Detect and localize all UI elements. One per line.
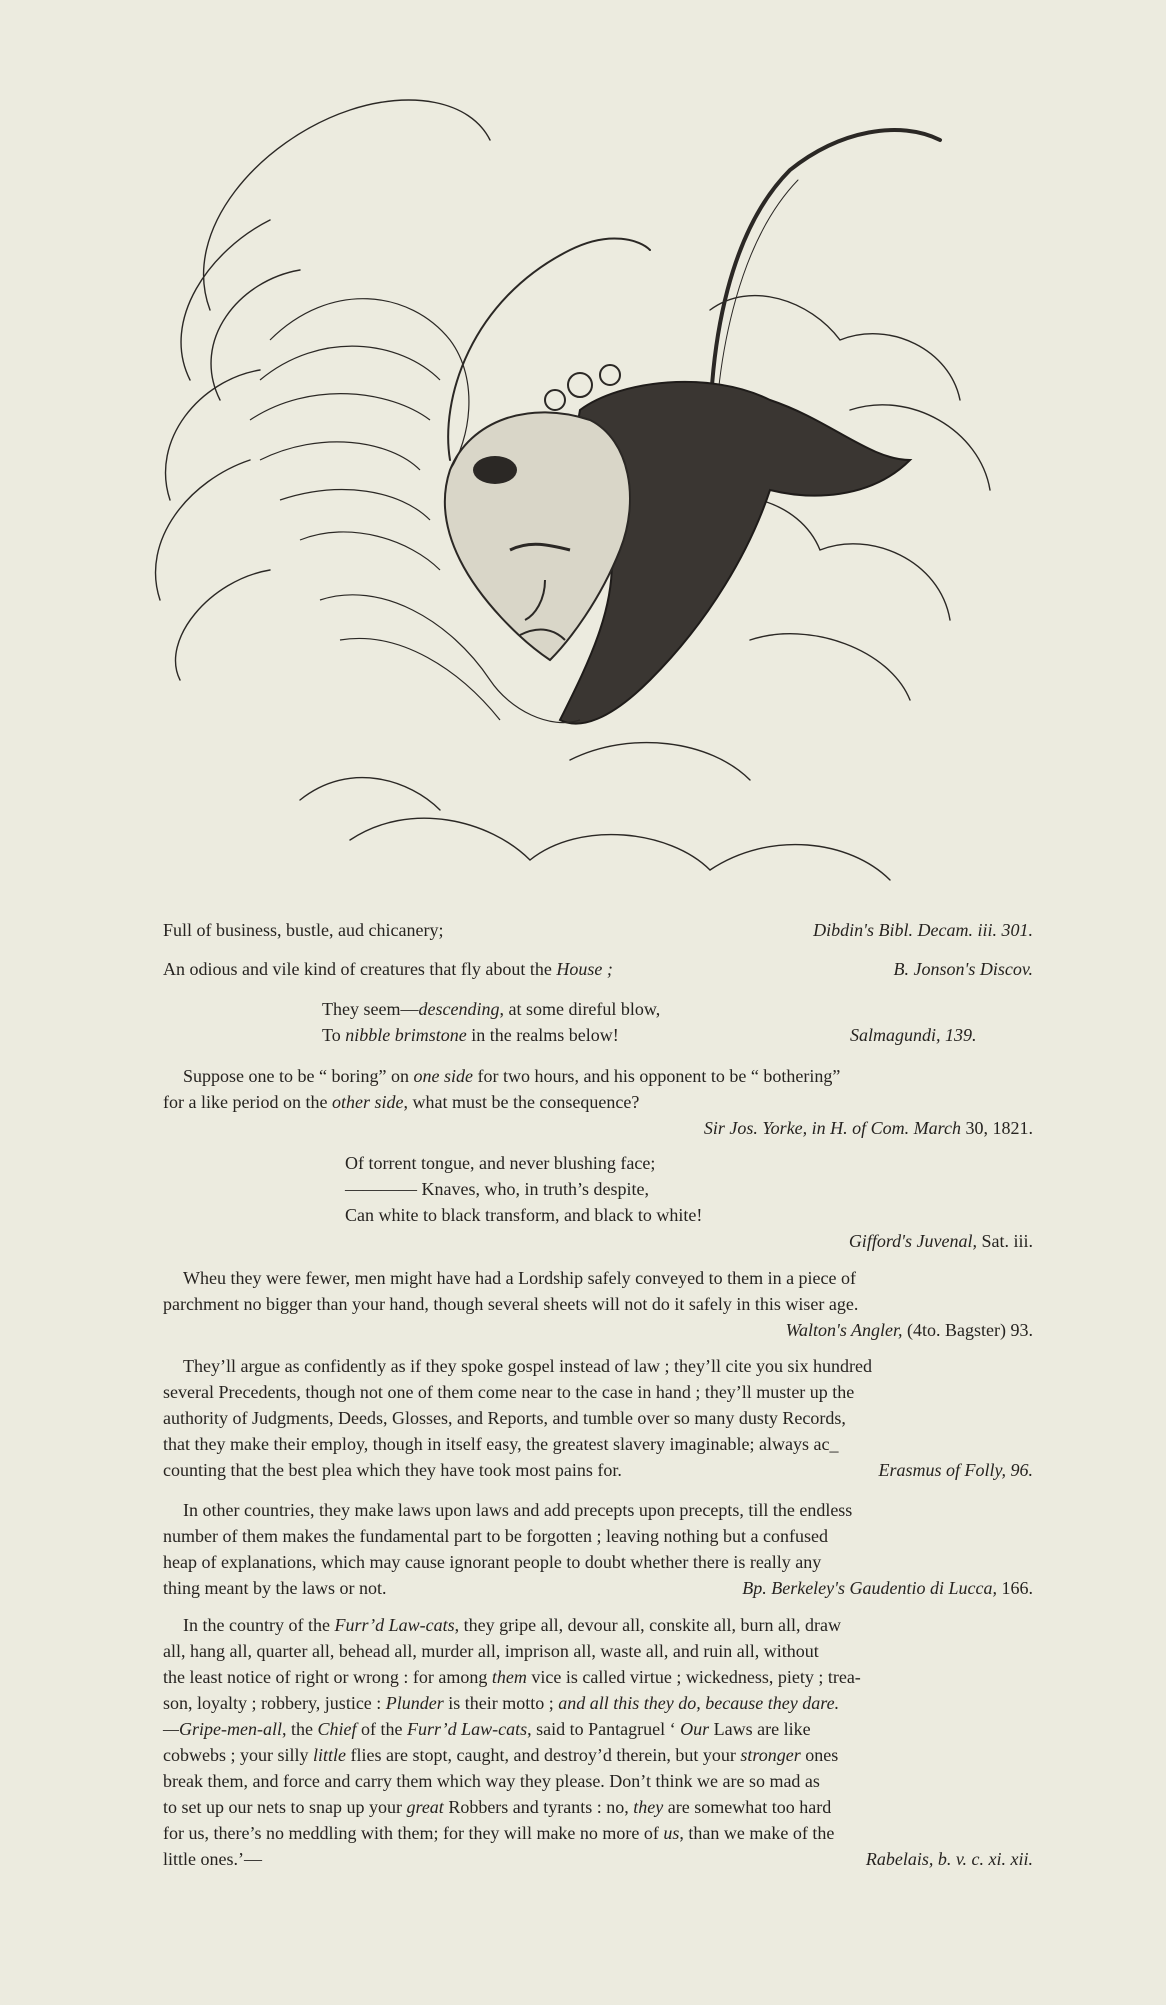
quote-line: for us, there’s no meddling with them; for they will make no more of us, than we make of the bbox=[163, 1823, 835, 1843]
quote-salmagundi-line1: They seem—descending, at some direful blow, bbox=[322, 999, 661, 1019]
quote-line: number of them makes the fundamental part to be forgotten ; leaving nothing but a confused bbox=[163, 1526, 828, 1546]
quote-source: Dibdin's Bibl. Decam. iii. 301. bbox=[813, 920, 1033, 940]
quote-line: son, loyalty ; robbery, justice : Plunder is their motto ; and all this they do, because they dare. bbox=[163, 1693, 840, 1713]
quote-line: all, hang all, quarter all, behead all, murder all, imprison all, waste all, and ruin all, without bbox=[163, 1641, 819, 1661]
quote-line: to set up our nets to snap up your great Robbers and tyrants : no, they are somewhat too hard bbox=[163, 1797, 832, 1817]
quote-line: thing meant by the laws or not. Bp. Berkeley's Gaudentio di Lucca, 166. bbox=[163, 1575, 1033, 1601]
quote-walton bbox=[163, 1265, 1033, 1343]
quote-source: B. Jonson's Discov. bbox=[893, 959, 1033, 979]
quote-berkeley bbox=[163, 1497, 1033, 1601]
quote-line: parchment no bigger than your hand, though several sheets will not do it safely in this wiser age. bbox=[163, 1294, 859, 1314]
quote-source: Walton's Angler, (4to. Bagster) 93. bbox=[785, 1320, 1033, 1340]
quote-line: authority of Judgments, Deeds, Glosses, and Reports, and tumble over so many dusty Records, bbox=[163, 1408, 846, 1428]
quote-jonson bbox=[163, 956, 1033, 982]
quote-line: In other countries, they make laws upon laws and add precepts upon precepts, till the endless bbox=[183, 1500, 853, 1520]
quote-line: Wheu they were fewer, men might have had a Lordship safely conveyed to them in a piece of bbox=[183, 1268, 857, 1288]
quote-source: Erasmus of Folly, 96. bbox=[878, 1460, 1033, 1480]
quote-line: little ones.’— Rabelais, b. v. c. xi. xii. bbox=[163, 1846, 1033, 1872]
quote-dibdin bbox=[163, 917, 1033, 943]
quote-source: Rabelais, b. v. c. xi. xii. bbox=[865, 1849, 1033, 1869]
quote-line: They’ll argue as confidently as if they spoke gospel instead of law ; they’ll cite you six hundred bbox=[183, 1356, 872, 1376]
quote-juvenal-line1: Of torrent tongue, and never blushing face; bbox=[345, 1153, 656, 1173]
quote-juvenal-line3: Can white to black transform, and black to white! bbox=[345, 1205, 703, 1225]
quote-line: for a like period on the other side, what must be the consequence? bbox=[163, 1092, 640, 1112]
quote-line: In the country of the Furr’d Law-cats, they gripe all, devour all, conskite all, burn all, draw bbox=[183, 1615, 842, 1635]
quote-text: An odious and vile kind of creatures that fly about the House ; bbox=[163, 959, 613, 979]
cloud-bottom bbox=[300, 743, 890, 880]
quote-juvenal-line2: ———— Knaves, who, in truth’s despite, bbox=[345, 1179, 649, 1199]
quote-line: several Precedents, though not one of them come near to the case in hand ; they’ll muster up the bbox=[163, 1382, 855, 1402]
quote-rabelais bbox=[163, 1612, 1033, 1872]
quote-source: Gifford's Juvenal, Sat. iii. bbox=[848, 1231, 1033, 1251]
quote-line: that they make their employ, though in itself easy, the greatest slavery imaginable; always ac_ bbox=[163, 1434, 839, 1454]
quote-erasmus bbox=[163, 1353, 1033, 1483]
quote-line: break them, and force and carry them which way they please. Don’t think we are so mad as bbox=[163, 1771, 820, 1791]
cloud-left bbox=[156, 100, 490, 680]
quote-line: —Gripe-men-all, the Chief of the Furr’d Law-cats, said to Pantagruel ‘ Our Laws are like bbox=[163, 1719, 811, 1739]
quote-line: Suppose one to be “ boring” on one side for two hours, and his opponent to be “ bothering” bbox=[183, 1066, 841, 1086]
quote-line: cobwebs ; your silly little flies are stopt, caught, and destroy’d therein, but your stronger ones bbox=[163, 1745, 839, 1765]
quote-source: Bp. Berkeley's Gaudentio di Lucca, 166. bbox=[742, 1578, 1033, 1598]
quote-salmagundi-line2: To nibble brimstone in the realms below! bbox=[322, 1025, 619, 1045]
engraving-illustration bbox=[150, 80, 1030, 910]
quote-source: Sir Jos. Yorke, in H. of Com. March 30, 1821. bbox=[703, 1118, 1033, 1138]
quote-text: Full of business, bustle, aud chicanery; bbox=[163, 920, 444, 940]
quote-line: counting that the best plea which they have took most pains for. Erasmus of Folly, 96. bbox=[163, 1457, 1033, 1483]
quote-line: heap of explanations, which may cause ignorant people to doubt whether there is really any bbox=[163, 1552, 822, 1572]
quote-source: Salmagundi, 139. bbox=[850, 1025, 977, 1045]
quote-line: the least notice of right or wrong : for among them vice is called virtue ; wickedness, piety ; trea- bbox=[163, 1667, 861, 1687]
quote-yorke bbox=[163, 1063, 1033, 1141]
